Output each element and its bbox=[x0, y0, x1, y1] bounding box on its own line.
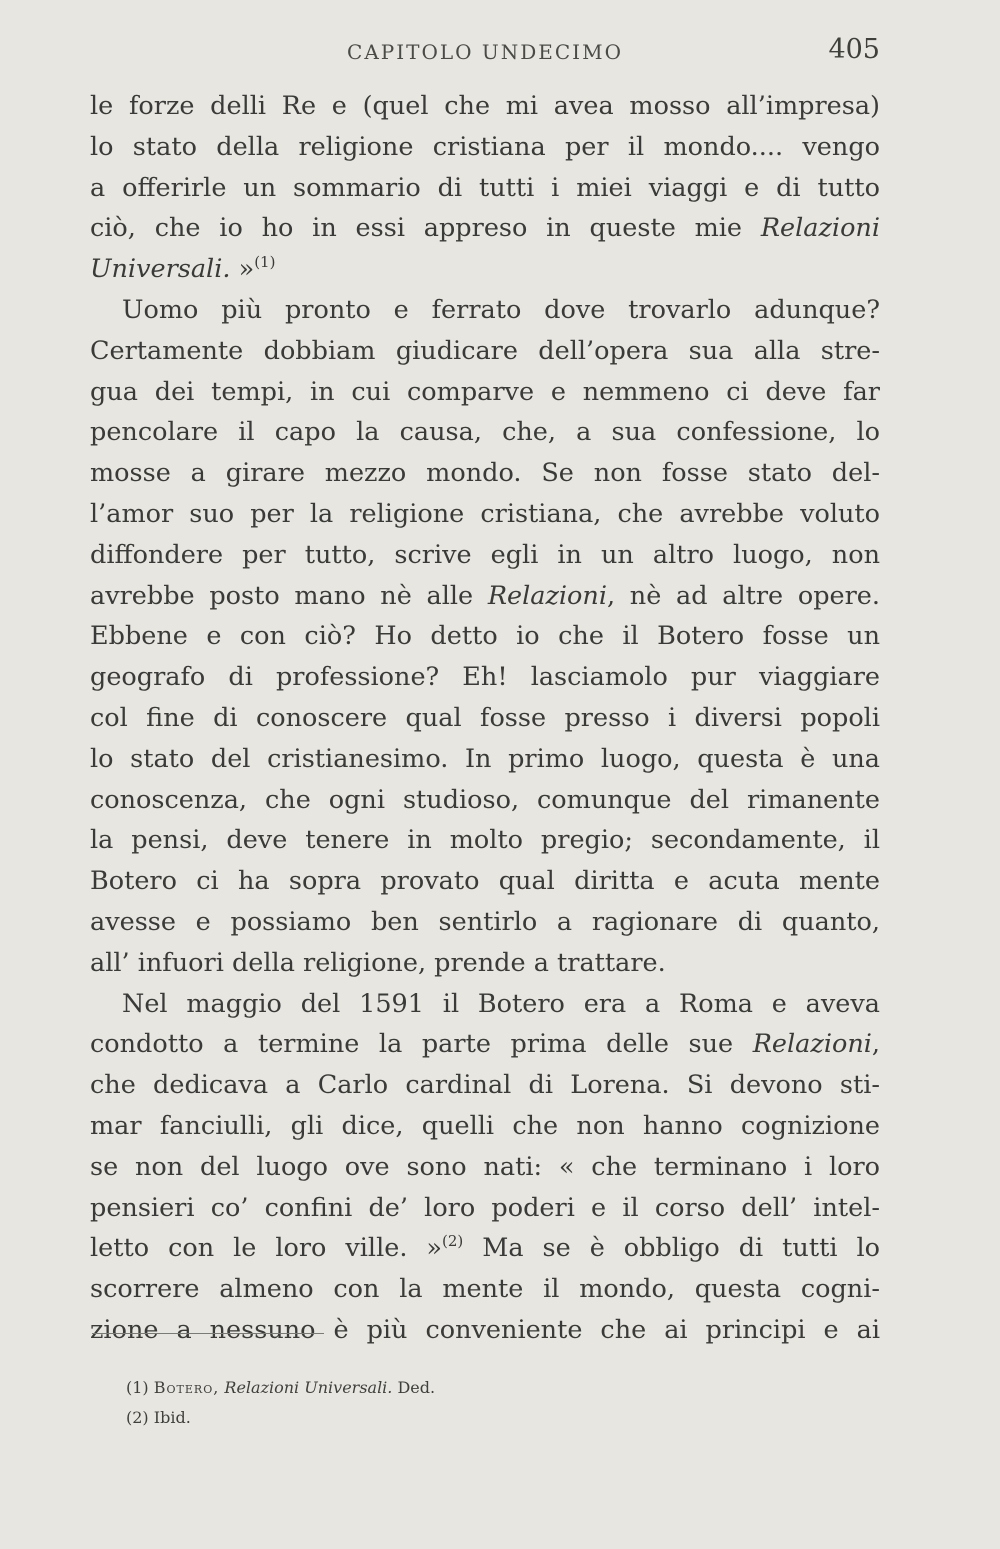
footnote-author: Botero, bbox=[153, 1378, 220, 1397]
footnote-text: Ibid. bbox=[153, 1408, 191, 1427]
footnote-separator bbox=[92, 1333, 324, 1334]
text-line: Certamente dobbiam giudicare dell’opera sua alla stre- bbox=[90, 335, 880, 366]
text-line: Uomo più pronto e ferrato dove trovarlo adunque? bbox=[122, 294, 880, 325]
text-line: all’ infuori della religione, prende a trattare. bbox=[90, 947, 666, 978]
text-line: Nel maggio del 1591 il Botero era a Roma e aveva bbox=[122, 988, 880, 1019]
text-line: gua dei tempi, in cui comparve e nemmeno ci deve far bbox=[90, 376, 880, 407]
text-line bbox=[90, 576, 880, 617]
text-line bbox=[90, 1228, 880, 1269]
running-title: CAPITOLO UNDECIMO bbox=[347, 40, 623, 64]
footnote-2 bbox=[126, 1403, 826, 1433]
footnotes bbox=[126, 1373, 826, 1433]
italic-title: Relazioni bbox=[760, 213, 881, 244]
text-line: la pensi, deve tenere in molto pregio; secondamente, il bbox=[90, 825, 880, 856]
text-line: scorrere almeno con la mente il mondo, questa cogni- bbox=[90, 1274, 880, 1305]
text-line: avesse e possiamo ben sentirlo a ragionare di quanto, bbox=[90, 906, 880, 937]
text-line: mosse a girare mezzo mondo. Se non fosse stato del- bbox=[90, 458, 880, 489]
footnote-text: Ded. bbox=[392, 1378, 436, 1397]
text-line: col fine di conoscere qual fosse presso i diversi popoli bbox=[90, 702, 880, 733]
italic-title: Relazioni bbox=[752, 1029, 872, 1060]
text-line: l’amor suo per la religione cristiana, che avrebbe voluto bbox=[90, 498, 880, 529]
footnote-ref: (2) bbox=[442, 1232, 464, 1251]
text-segment: ciò, che io ho in essi appreso in queste mie bbox=[90, 213, 743, 244]
text-segment: » bbox=[230, 254, 255, 285]
text-line bbox=[90, 208, 880, 249]
text-line: che dedicava a Carlo cardinal di Lorena. Si devono sti- bbox=[90, 1070, 880, 1101]
page-number: 405 bbox=[828, 34, 880, 65]
text-segment: Ma se è obbligo di tutti lo bbox=[463, 1233, 880, 1264]
footnote-marker: (1) bbox=[126, 1378, 149, 1397]
page-header bbox=[90, 34, 880, 74]
text-line: Botero ci ha sopra provato qual diritta e acuta mente bbox=[90, 866, 880, 897]
text-line: lo stato della religione cristiana per il mondo.... vengo bbox=[90, 131, 880, 162]
text-line: Ebbene e con ciò? Ho detto io che il Botero fosse un bbox=[90, 621, 880, 652]
text-line: zione a nessuno è più conveniente che ai principi e ai bbox=[90, 1314, 880, 1345]
footnote-1 bbox=[126, 1373, 826, 1403]
text-line bbox=[90, 249, 880, 290]
text-line: pensieri co’ confini de’ loro poderi e il corso dell’ intel- bbox=[90, 1192, 880, 1223]
text-line: a offerirle un sommario di tutti i miei viaggi e di tutto bbox=[90, 172, 880, 203]
text-line bbox=[90, 1024, 880, 1065]
text-line: lo stato del cristianesimo. In primo luogo, questa è una bbox=[90, 743, 880, 774]
footnote-ref: (1) bbox=[254, 253, 276, 272]
text-line: pencolare il capo la causa, che, a sua confessione, lo bbox=[90, 417, 880, 448]
text-line: le forze delli Re e (quel che mi avea mosso all’impresa) bbox=[90, 91, 880, 121]
text-segment: letto con le loro ville. » bbox=[90, 1233, 443, 1264]
main-text bbox=[90, 86, 880, 1351]
text-line: se non del luogo ove sono nati: « che terminano i loro bbox=[90, 1151, 880, 1182]
text-segment: condotto a termine la parte prima delle sue bbox=[90, 1029, 734, 1060]
text-segment: , nè ad altre opere. bbox=[606, 580, 880, 611]
italic-title: Relazioni bbox=[487, 580, 607, 611]
text-line: diffondere per tutto, scrive egli in un altro luogo, non bbox=[90, 539, 880, 570]
text-segment: , bbox=[871, 1029, 881, 1060]
text-line: geografo di professione? Eh! lasciamolo pur viaggiare bbox=[90, 662, 880, 693]
footnote-marker: (2) bbox=[126, 1408, 149, 1427]
text-line: conoscenza, che ogni studioso, comunque del rimanente bbox=[90, 784, 880, 815]
text-segment: avrebbe posto mano nè alle bbox=[90, 580, 474, 611]
footnote-title: Relazioni Universali. bbox=[224, 1378, 393, 1397]
text-line: mar fanciulli, gli dice, quelli che non hanno cognizione bbox=[90, 1110, 880, 1141]
italic-title: Universali. bbox=[90, 254, 231, 285]
